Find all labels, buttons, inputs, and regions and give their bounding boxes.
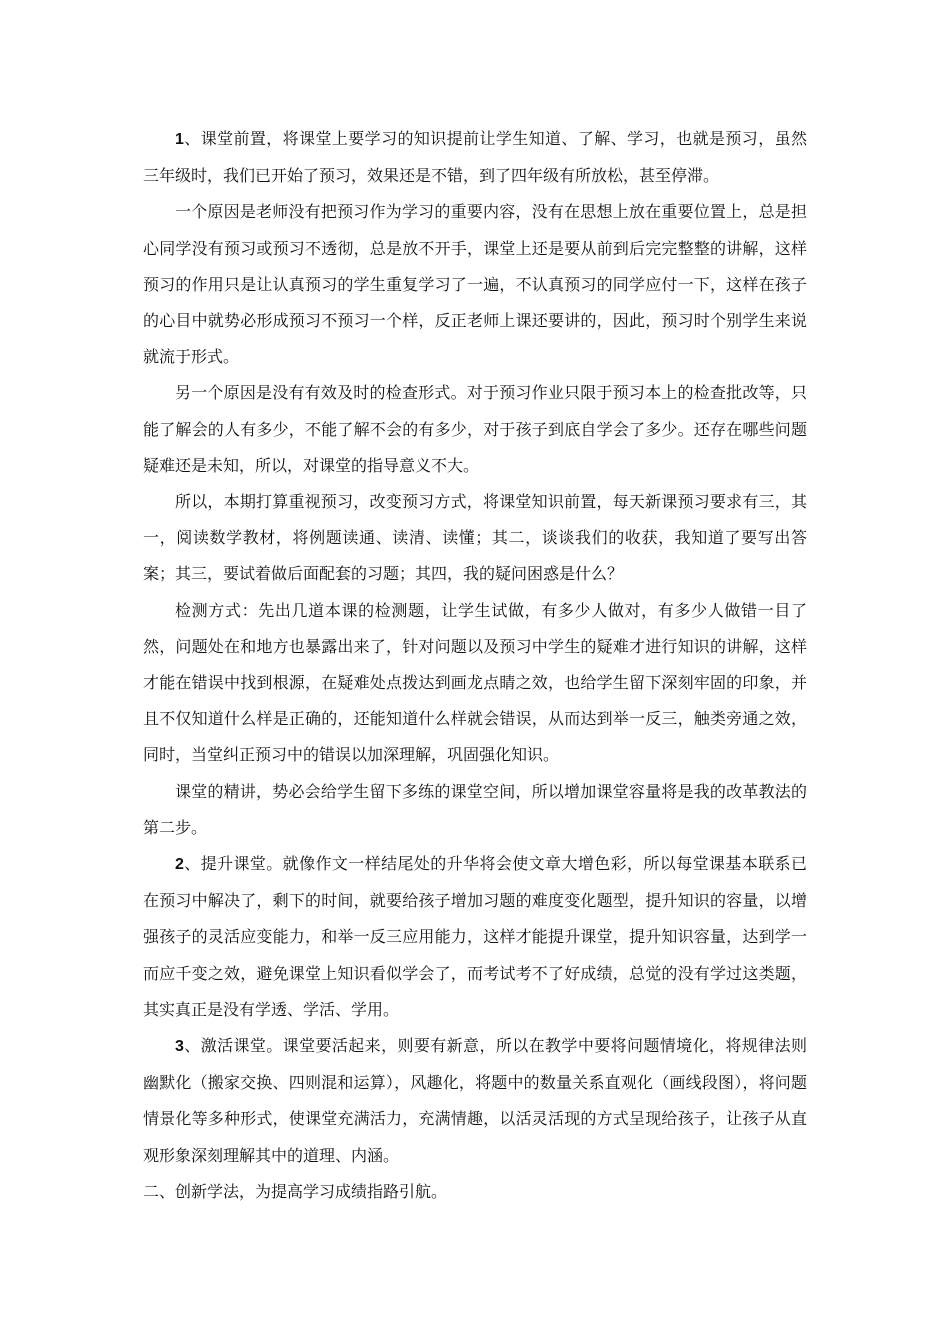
paragraph-number: 2 (175, 856, 184, 874)
paragraph-text: 所以，本期打算重视预习，改变预习方式，将课堂知识前置，每天新课预习要求有三，其一，阅读数学教材，将例题读通、读清、读懂；其二，谈谈我们的收获，我知道了要写出答案；其三，要试着做后面配套的习题；其四，我的疑问困惑是什么？ (143, 492, 807, 584)
paragraph-text: 检测方式：先出几道本课的检测题，让学生试做，有多少人做对，有多少人做错一目了然，问题处在和地方也暴露出来了，针对问题以及预习中学生的疑难才进行知识的讲解，这样才能在错误中找到根源，在疑难处点拨达到画龙点睛之效，也给学生留下深刻牢固的印象，并且不仅知道什么样是正确的，还能知道什么样就会错误，从而达到举一反三，触类旁通之效，同时，当堂纠正预习中的错误以加深理解，巩固强化知识。 (143, 600, 807, 765)
paragraph-number: 3 (175, 1038, 184, 1056)
paragraph-text: 、课堂前置，将课堂上要学习的知识提前让学生知道、了解、学习，也就是预习，虽然三年级时，我们已开始了预习，效果还是不错，到了四年级有所放松，甚至停滞。 (143, 129, 807, 186)
paragraph-4 (143, 484, 807, 593)
paragraph-8 (143, 1028, 807, 1174)
paragraph-text: 二、创新学法，为提高学习成绩指路引航。 (143, 1181, 448, 1201)
paragraph-3 (143, 375, 807, 484)
paragraph-2 (143, 194, 807, 375)
paragraph-text: 课堂的精讲，势必会给学生留下多练的课堂空间，所以增加课堂容量将是我的改革教法的第二步。 (143, 781, 807, 837)
paragraph-number: 1 (175, 131, 184, 148)
paragraph-1 (143, 121, 807, 194)
paragraph-text: 、提升课堂。就像作文一样结尾处的升华将会使文章大增色彩，所以每堂课基本联系已在预习中解决了，剩下的时间，就要给孩子增加习题的难度变化题型，提升知识的容量，以增强孩子的灵活应变能力，和举一反三应用能力，这样才能提升课堂，提升知识容量，达到学一而应千变之效，避免课堂上知识看似学会了，而考试考不了好成绩，总觉的没有学过这类题，其实真正是没有学透、学活、学用。 (143, 854, 807, 1019)
paragraph-text: 、激活课堂。课堂要活起来，则要有新意，所以在教学中要将问题情境化，将规律法则幽默化（搬家交换、四则混和运算），风趣化，将题中的数量关系直观化（画线段图），将问题情景化等多种形式，使课堂充满活力，充满情趣，以活灵活现的方式呈现给孩子，让孩子从直观形象深刻理解其中的道理、内涵。 (143, 1036, 807, 1165)
document-body (143, 121, 807, 1210)
paragraph-7 (143, 846, 807, 1028)
paragraph-6 (143, 774, 807, 846)
paragraph-text: 一个原因是老师没有把预习作为学习的重要内容，没有在思想上放在重要位置上，总是担心同学没有预习或预习不透彻，总是放不开手，课堂上还是要从前到后完完整整的讲解，这样预习的作用只是让认真预习的学生重复学习了一遍，不认真预习的同学应付一下，这样在孩子的心目中就势必形成预习不预习一个样，反正老师上课还要讲的，因此，预习时个别学生来说就流于形式。 (143, 202, 807, 367)
section-heading (143, 1174, 807, 1210)
paragraph-5 (143, 593, 807, 774)
paragraph-text: 另一个原因是没有有效及时的检查形式。对于预习作业只限于预习本上的检查批改等，只能了解会的人有多少，不能了解不会的有多少，对于孩子到底自学会了多少。还存在哪些问题疑难还是未知，所以，对课堂的指导意义不大。 (143, 383, 807, 475)
